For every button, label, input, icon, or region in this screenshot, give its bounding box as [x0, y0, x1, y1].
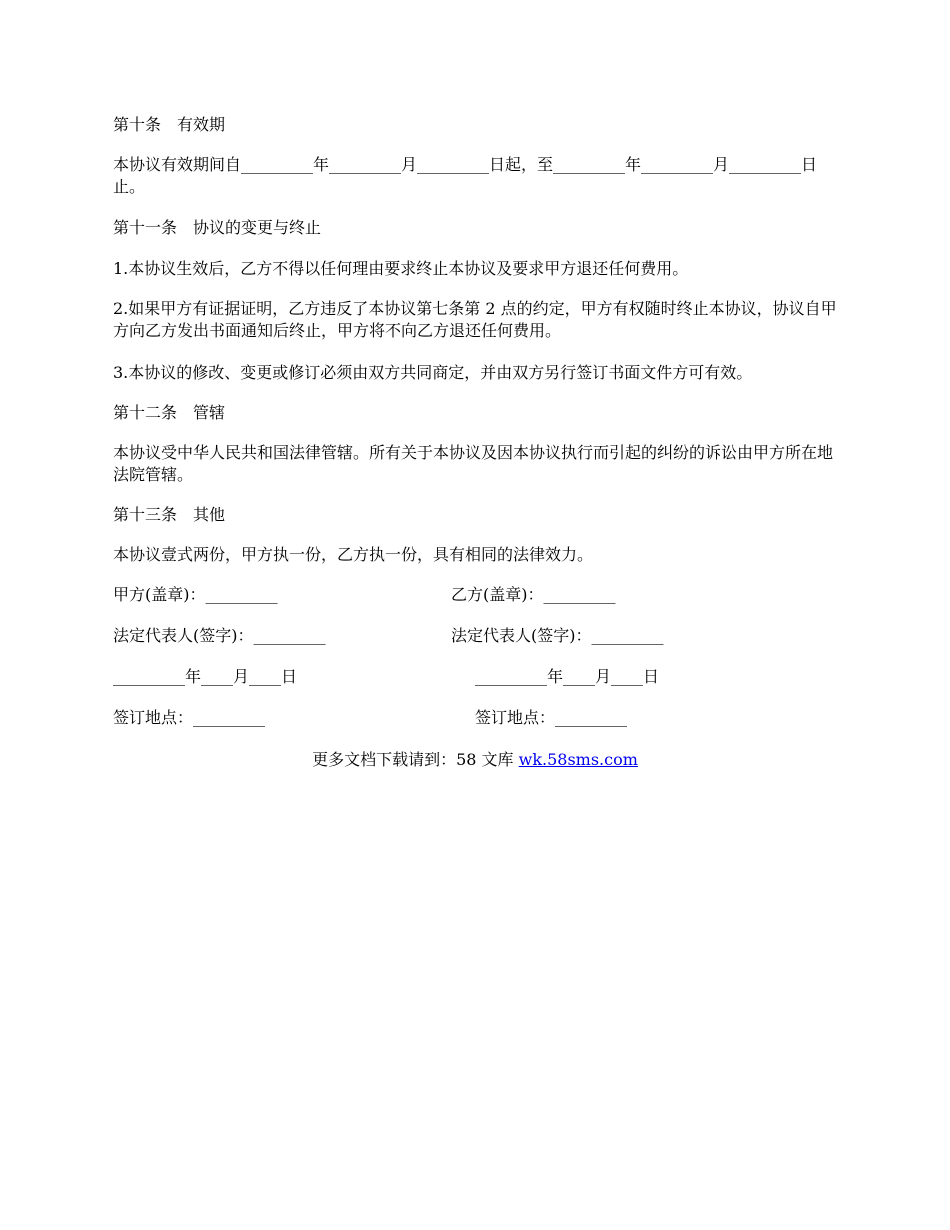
footer-link[interactable]: wk.58sms.com — [518, 750, 638, 769]
article-13-heading: 第十三条 其他 — [113, 505, 226, 524]
party-b-seal: 乙方(盖章)：_________ — [451, 585, 616, 604]
article-11-item-1: 1.本协议生效后，乙方不得以任何理由要求终止本协议及要求甲方退还任何费用。 — [113, 259, 689, 278]
article-12-heading: 第十二条 管辖 — [113, 403, 226, 422]
party-a-signing-place: 签订地点：_________ — [113, 708, 266, 727]
party-b-date: _________年____月____日 — [475, 667, 660, 686]
party-a-date: _________年____月____日 — [113, 667, 298, 686]
footer — [0, 749, 950, 770]
article-10-heading: 第十条 有效期 — [113, 115, 226, 134]
article-13-body: 本协议壹式两份，甲方执一份，乙方执一份，具有相同的法律效力。 — [113, 545, 594, 564]
party-a-seal: 甲方(盖章)：_________ — [113, 585, 278, 604]
article-11-item-2: 2.如果甲方有证据证明，乙方违反了本协议第七条第 2 点的约定，甲方有权随时终止本协议，协议自甲方向乙方发出书面通知后终止，甲方将不向乙方退还任何费用。 — [113, 299, 837, 340]
article-12-body: 本协议受中华人民共和国法律管辖。所有关于本协议及因本协议执行而引起的纠纷的诉讼由甲方所在地法院管辖。 — [113, 443, 834, 484]
party-a-representative: 法定代表人(签字)：_________ — [113, 626, 326, 645]
article-11-heading: 第十一条 协议的变更与终止 — [113, 218, 322, 237]
footer-text: 更多文档下载请到：58 文库 — [312, 750, 519, 769]
article-11-item-3: 3.本协议的修改、变更或修订必须由双方共同商定，并由双方另行签订书面文件方可有效。 — [113, 363, 753, 382]
party-b-representative: 法定代表人(签字)：_________ — [451, 626, 664, 645]
article-10-body: 本协议有效期间自_________年_________月_________日起，至_________年_________月_________日止。 — [113, 155, 818, 196]
party-b-signing-place: 签订地点：_________ — [475, 708, 628, 727]
